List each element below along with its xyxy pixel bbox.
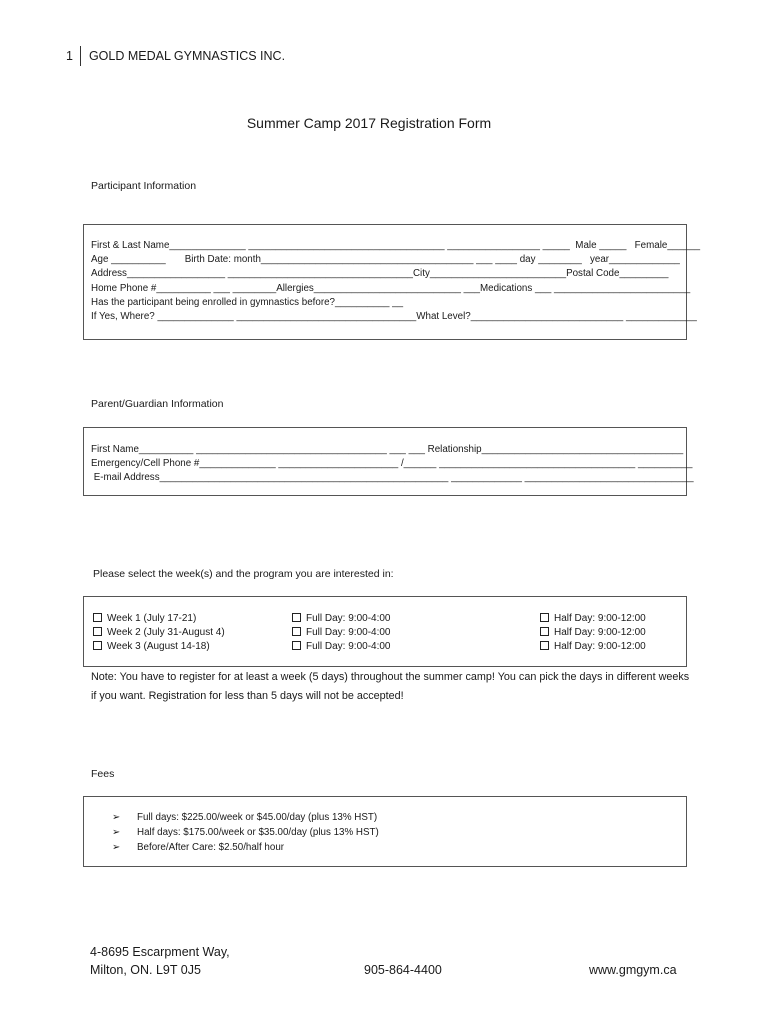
- participant-box: [83, 224, 701, 340]
- company-name: GOLD MEDAL GYMNASTICS INC.: [88, 49, 286, 63]
- form-title: Summer Camp 2017 Registration Form: [246, 115, 492, 131]
- week-option[interactable]: Week 1 (July 17-21): [93, 612, 225, 626]
- where-level-line[interactable]: If Yes, Where? ______________ _________________________________What Level?____________________________ _____________: [91, 311, 697, 323]
- address-line-1: 4-8695 Escarpment Way,: [90, 945, 230, 959]
- program-box: [83, 596, 687, 667]
- checkbox-icon[interactable]: [540, 613, 549, 622]
- name-field-line[interactable]: First & Last Name______________ ____________________________________ _________________ _____ Male _____ Female______: [91, 240, 701, 251]
- checkbox-icon[interactable]: [540, 641, 549, 650]
- fee-item: ➢ Half days: $175.00/week or $35.00/day (plus 13% HST): [112, 827, 379, 838]
- full-day-option[interactable]: Full Day: 9:00-4:00: [292, 612, 391, 626]
- fee-item: ➢ Before/After Care: $2.50/half hour: [112, 842, 285, 853]
- address-line[interactable]: Address__________________ __________________________________City_________________________Postal Code_________: [91, 268, 669, 280]
- emergency-phone-line[interactable]: Emergency/Cell Phone #______________ ______________________ /______ ____________________________________ __________: [91, 458, 693, 470]
- participant-heading: Participant Information: [91, 180, 197, 192]
- arrow-bullet-icon: ➢: [112, 827, 121, 838]
- guardian-box: [83, 427, 694, 496]
- checkbox-icon[interactable]: [292, 613, 301, 622]
- registration-note: Note: You have to register for at least a week (5 days) throughout the summer camp! You can pick the days in different weeks if you want. Registration for less than 5 days will not be accepted!: [91, 671, 690, 702]
- checkbox-icon[interactable]: [93, 613, 102, 622]
- footer-phone: 905-864-4400: [364, 963, 442, 977]
- page-number: 1: [66, 49, 73, 63]
- half-day-option[interactable]: Half Day: 9:00-12:00: [540, 626, 646, 640]
- guardian-heading: Parent/Guardian Information: [91, 398, 224, 410]
- half-day-option[interactable]: Half Day: 9:00-12:00: [540, 640, 646, 654]
- arrow-bullet-icon: ➢: [112, 812, 121, 823]
- checkbox-icon[interactable]: [292, 641, 301, 650]
- guardian-name-line[interactable]: First Name__________ ___________________________________ ___ ___ Relationship_____________________________________: [91, 444, 684, 455]
- arrow-bullet-icon: ➢: [112, 842, 121, 853]
- program-prompt: Please select the week(s) and the program you are interested in:: [93, 568, 394, 580]
- fees-heading: Fees: [91, 768, 115, 780]
- footer-website[interactable]: www.gmgym.ca: [589, 963, 677, 977]
- full-day-option[interactable]: Full Day: 9:00-4:00: [292, 640, 391, 654]
- footer-address: [90, 943, 230, 979]
- header-divider: [80, 46, 81, 66]
- checkbox-icon[interactable]: [93, 641, 102, 650]
- checkbox-icon[interactable]: [292, 627, 301, 636]
- week-option[interactable]: Week 2 (July 31-August 4): [93, 626, 225, 640]
- fees-list: [112, 810, 379, 855]
- half-day-column: [540, 612, 646, 654]
- address-line-2: Milton, ON. L9T 0J5: [90, 963, 201, 977]
- weeks-column: [93, 612, 225, 654]
- page-header: [66, 46, 285, 66]
- full-day-option[interactable]: Full Day: 9:00-4:00: [292, 626, 391, 640]
- fee-item: ➢ Full days: $225.00/week or $45.00/day (plus 13% HST): [112, 812, 378, 823]
- enrolled-before-line[interactable]: Has the participant being enrolled in gymnastics before?__________ __: [91, 296, 404, 308]
- fees-box: [83, 796, 687, 867]
- half-day-option[interactable]: Half Day: 9:00-12:00: [540, 612, 646, 626]
- week-option[interactable]: Week 3 (August 14-18): [93, 640, 225, 654]
- email-line[interactable]: E-mail Address_____________________________________________________ _____________ _______________________________: [91, 472, 694, 484]
- checkbox-icon[interactable]: [93, 627, 102, 636]
- age-birthdate-line[interactable]: Age __________ Birth Date: month_______________________________________ ___ ____ day ________ year_____________: [91, 254, 680, 266]
- phone-allergies-line[interactable]: Home Phone #__________ ___ ________Allergies___________________________ ___Medications ___ _________________________: [91, 282, 691, 294]
- full-day-column: [292, 612, 391, 654]
- checkbox-icon[interactable]: [540, 627, 549, 636]
